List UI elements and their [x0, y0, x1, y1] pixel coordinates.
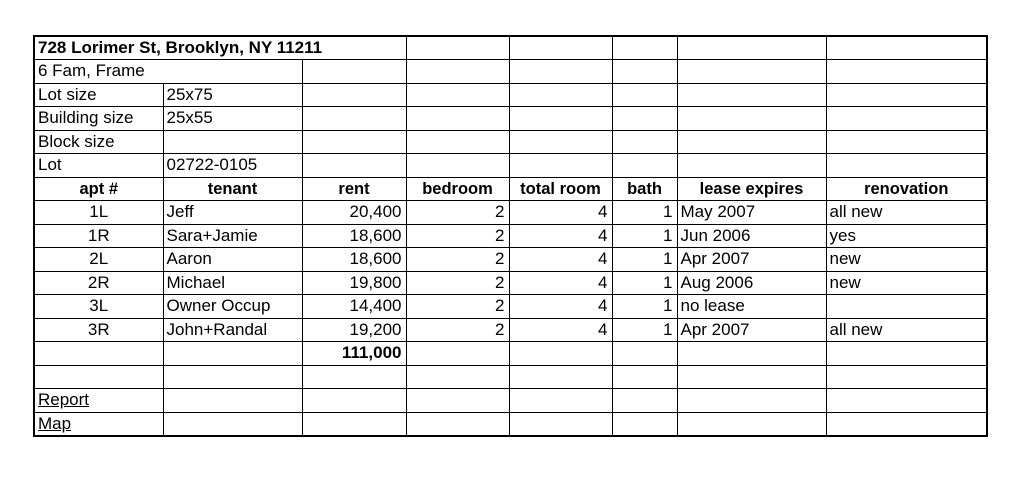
apt-cell: 3R: [34, 318, 163, 342]
table-row: [34, 248, 987, 272]
lease-expires-cell: May 2007: [677, 201, 826, 225]
apt-cell: 1R: [34, 224, 163, 248]
bedroom-cell: 2: [406, 271, 509, 295]
rent-cell: 14,400: [302, 295, 406, 319]
apt-cell: 1L: [34, 201, 163, 225]
apt-cell: 2R: [34, 271, 163, 295]
bedroom-cell: 2: [406, 224, 509, 248]
col-header-bath: bath: [612, 177, 677, 201]
table-row: [34, 224, 987, 248]
renovation-cell: new: [826, 271, 987, 295]
lease-expires-cell: no lease: [677, 295, 826, 319]
lot-label: Lot: [34, 154, 163, 178]
col-header-total-room: total room: [509, 177, 612, 201]
table-header-row: [34, 177, 987, 201]
block-size-label: Block size: [34, 130, 163, 154]
total-room-cell: 4: [509, 201, 612, 225]
building-size-label: Building size: [34, 107, 163, 131]
col-header-rent: rent: [302, 177, 406, 201]
table-row: [34, 295, 987, 319]
lease-expires-cell: Apr 2007: [677, 248, 826, 272]
total-row: [34, 342, 987, 366]
report-cell: [34, 389, 163, 413]
report-link[interactable]: Report: [38, 390, 90, 410]
lease-expires-cell: Jun 2006: [677, 224, 826, 248]
bedroom-cell: 2: [406, 201, 509, 225]
map-link[interactable]: Map: [38, 413, 72, 433]
table-row: [34, 318, 987, 342]
lease-expires-cell: Apr 2007: [677, 318, 826, 342]
total-room-cell: 4: [509, 295, 612, 319]
total-rent: 111,000: [302, 342, 406, 366]
bedroom-cell: 2: [406, 248, 509, 272]
bath-cell: 1: [612, 224, 677, 248]
rent-cell: 18,600: [302, 224, 406, 248]
rent-cell: 20,400: [302, 201, 406, 225]
total-room-cell: 4: [509, 248, 612, 272]
col-header-renovation: renovation: [826, 177, 987, 201]
total-room-cell: 4: [509, 271, 612, 295]
col-header-tenant: tenant: [163, 177, 302, 201]
bath-cell: 1: [612, 201, 677, 225]
total-room-cell: 4: [509, 318, 612, 342]
apt-cell: 3L: [34, 295, 163, 319]
tenant-cell: John+Randal: [163, 318, 302, 342]
tenant-cell: Michael: [163, 271, 302, 295]
bath-cell: 1: [612, 295, 677, 319]
property-address: 728 Lorimer St, Brooklyn, NY 11211: [34, 36, 406, 60]
tenant-cell: Jeff: [163, 201, 302, 225]
lot-size-label: Lot size: [34, 83, 163, 107]
renovation-cell: new: [826, 248, 987, 272]
bath-cell: 1: [612, 318, 677, 342]
lease-expires-cell: Aug 2006: [677, 271, 826, 295]
map-cell: [34, 412, 163, 436]
building-size-value: 25x55: [163, 107, 302, 131]
bath-cell: 1: [612, 271, 677, 295]
col-header-bedroom: bedroom: [406, 177, 509, 201]
bedroom-cell: 2: [406, 318, 509, 342]
bath-cell: 1: [612, 248, 677, 272]
total-room-cell: 4: [509, 224, 612, 248]
col-header-lease-expires: lease expires: [677, 177, 826, 201]
col-header-apt: apt #: [34, 177, 163, 201]
bedroom-cell: 2: [406, 295, 509, 319]
tenant-cell: Sara+Jamie: [163, 224, 302, 248]
rent-cell: 19,800: [302, 271, 406, 295]
table-row: [34, 201, 987, 225]
block-size-value: [163, 130, 302, 154]
building-type: 6 Fam, Frame: [34, 60, 302, 84]
lot-value: 02722-0105: [163, 154, 302, 178]
rent-cell: 19,200: [302, 318, 406, 342]
rent-cell: 18,600: [302, 248, 406, 272]
tenant-cell: Owner Occup: [163, 295, 302, 319]
renovation-cell: [826, 295, 987, 319]
tenant-cell: Aaron: [163, 248, 302, 272]
renovation-cell: all new: [826, 318, 987, 342]
property-sheet: [33, 35, 988, 437]
table-row: [34, 271, 987, 295]
lot-size-value: 25x75: [163, 83, 302, 107]
apt-cell: 2L: [34, 248, 163, 272]
renovation-cell: all new: [826, 201, 987, 225]
renovation-cell: yes: [826, 224, 987, 248]
